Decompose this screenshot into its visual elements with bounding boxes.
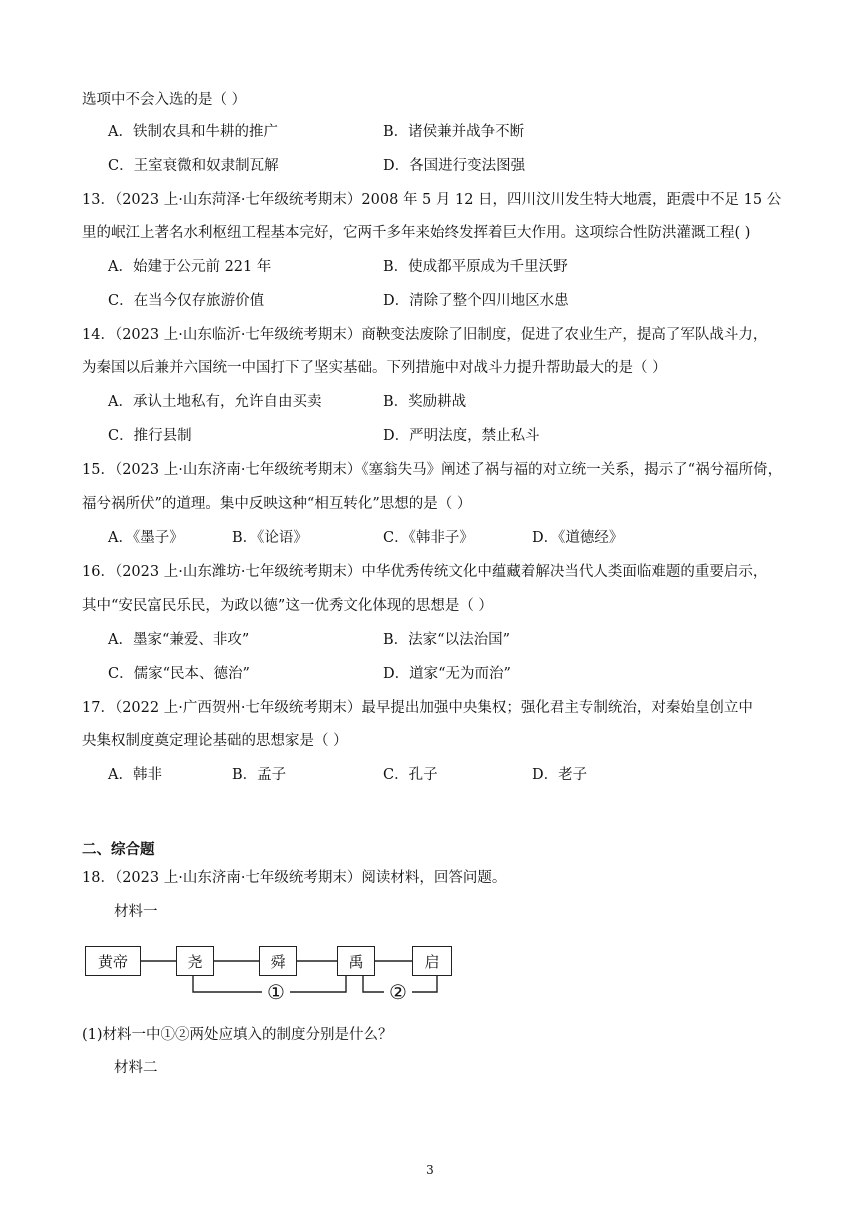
q15-option-a: A．《墨子》	[108, 530, 184, 546]
q12-option-c: C．王室衰微和奴隶制瓦解	[108, 158, 279, 174]
marker-2: ②	[389, 980, 407, 1004]
q12-option-a: A．铁制农具和牛耕的推广	[108, 124, 278, 140]
q15-stem-line1: 15．（2023 上·山东济南·七年级统考期末）《塞翁失马》阐述了祸与福的对立统一关系，揭示了“祸兮福所倚，	[82, 462, 783, 478]
page-number: 3	[426, 1163, 434, 1177]
marker-1: ①	[267, 980, 285, 1004]
q17-option-c: C．孔子	[383, 767, 438, 783]
section-heading: 二、综合题	[82, 841, 155, 858]
q13-option-a: A．始建于公元前 221 年	[108, 259, 272, 275]
q12-option-d: D．各国进行变法图强	[383, 158, 526, 174]
q12-option-b: B．诸侯兼并战争不断	[383, 124, 525, 140]
q17-option-d: D．老子	[532, 767, 588, 783]
q12-stem-tail: 选项中不会入选的是（ ）	[82, 92, 247, 108]
node-yu: 禹	[337, 946, 375, 976]
material1-label: 材料一	[114, 904, 158, 920]
q13-option-d: D．清除了整个四川地区水患	[383, 293, 569, 309]
q14-stem-line1: 14．（2023 上·山东临沂·七年级统考期末）商鞅变法废除了旧制度，促进了农业生产，提高了军队战斗力，	[82, 327, 768, 343]
q13-option-c: C．在当今仅存旅游价值	[108, 293, 265, 309]
q18-stem: 18．（2023 上·山东济南·七年级统考期末）阅读材料，回答问题。	[82, 870, 507, 886]
q17-option-b: B．孟子	[232, 767, 287, 783]
node-qi: 启	[412, 946, 452, 976]
q15-option-d: D．《道德经》	[532, 530, 624, 546]
q14-stem-line2: 为秦国以后兼并六国统一中国打下了坚实基础。下列措施中对战斗力提升帮助最大的是（ ）	[82, 360, 667, 376]
q16-option-c: C．儒家“民本、德治”	[108, 666, 250, 682]
q14-option-a: A．承认土地私有，允许自由买卖	[108, 394, 322, 410]
q16-stem-line2: 其中“安民富民乐民，为政以德”这一优秀文化体现的思想是（ ）	[82, 598, 493, 614]
node-huangdi: 黄帝	[85, 946, 141, 976]
node-yao: 尧	[176, 946, 214, 976]
q15-stem-line2: 福兮祸所伏”的道理。集中反映这种“相互转化”思想的是（ ）	[82, 496, 472, 512]
q15-option-c: C．《韩非子》	[383, 530, 474, 546]
q16-option-d: D．道家“无为而治”	[383, 666, 511, 682]
q17-stem-line1: 17．（2022 上·广西贺州·七年级统考期末）最早提出加强中央集权；强化君主专制统治，对秦始皇创立中	[82, 700, 753, 716]
q16-option-a: A．墨家“兼爱、非攻”	[108, 632, 250, 648]
q13-stem-line1: 13．（2023 上·山东菏泽·七年级统考期末）2008 年 5 月 12 日，四川汶川发生特大地震，距震中不足 15 公	[82, 192, 782, 208]
q17-stem-line2: 央集权制度奠定理论基础的思想家是（ ）	[82, 733, 348, 749]
q14-option-c: C．推行县制	[108, 428, 192, 444]
q16-option-b: B．法家“以法治国”	[383, 632, 510, 648]
q15-option-b: B．《论语》	[232, 530, 308, 546]
q13-stem-line2: 里的岷江上著名水利枢纽工程基本完好，它两千多年来始终发挥着巨大作用。这项综合性防洪灌溉工程( )	[82, 225, 751, 241]
material2-label: 材料二	[114, 1060, 158, 1076]
q13-option-b: B．使成都平原成为千里沃野	[383, 259, 568, 275]
node-shun: 舜	[259, 946, 297, 976]
q14-option-d: D．严明法度，禁止私斗	[383, 428, 540, 444]
q16-stem-line1: 16．（2023 上·山东潍坊·七年级统考期末）中华优秀传统文化中蕴藏着解决当代人类面临难题的重要启示，	[82, 564, 768, 580]
q18-subquestion-1: (1)材料一中①②两处应填入的制度分别是什么？	[82, 1027, 393, 1043]
q17-option-a: A．韩非	[108, 767, 162, 783]
q14-option-b: B．奖励耕战	[383, 394, 467, 410]
